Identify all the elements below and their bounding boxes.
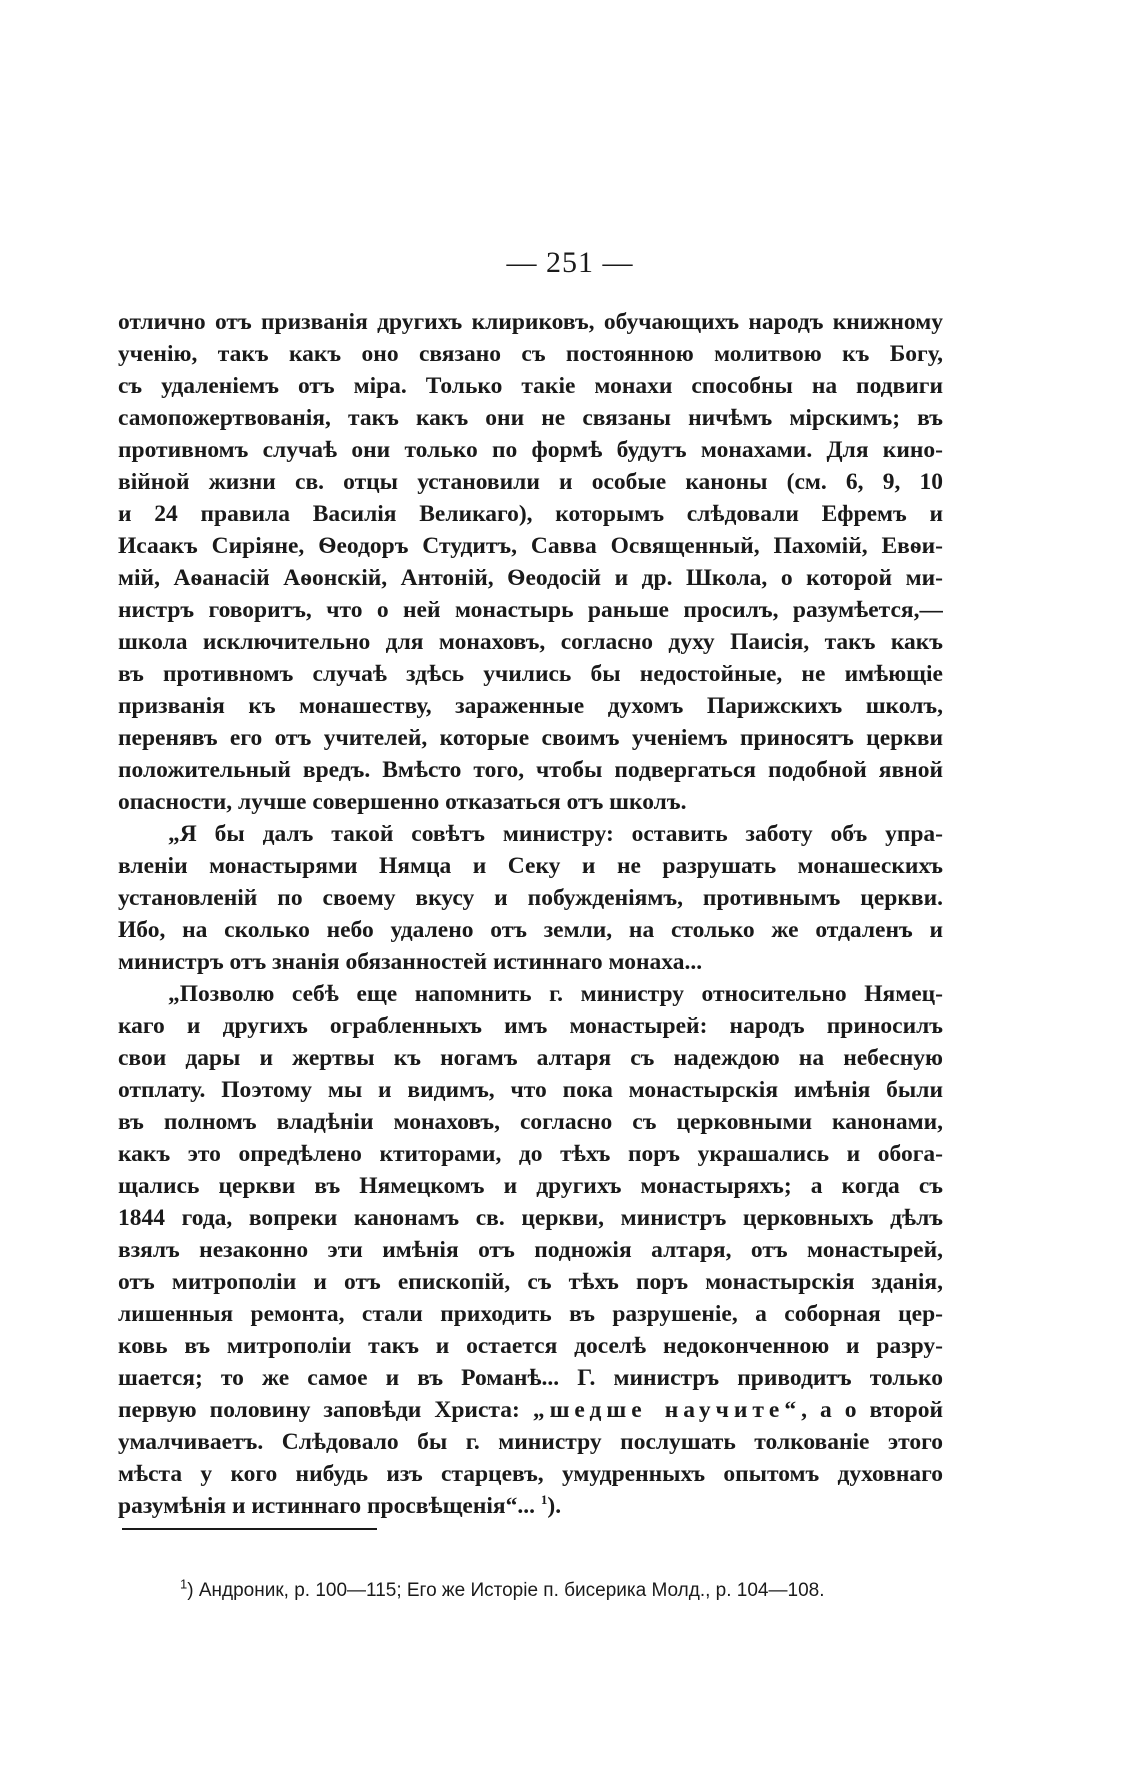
text-line: війной жизни св. отцы установили и особые каноны (см. 6, 9, 10 (118, 469, 943, 495)
footnote-close-paren: ) (187, 1580, 199, 1601)
page-number: — 251 — (506, 246, 634, 279)
text-line: съ удаленіемъ отъ міра. Только такіе монахи способны на подвиги (118, 373, 943, 399)
text-line: опасности, лучше совершенно отказаться отъ школъ. (118, 789, 687, 815)
text-fragment: разумѣнія и истиннаго просвѣщенія“... (118, 1493, 535, 1519)
text-line: мѣста у кого нибудь изъ старцевъ, умудренныхъ опытомъ духовнаго (118, 1461, 943, 1487)
text-line: нистръ говоритъ, что о ней монастырь раньше просилъ, разумѣется,— (118, 597, 943, 623)
text-line: ученію, такъ какъ оно связано съ постоянною молитвою къ Богу, (118, 341, 943, 367)
text-line: самопожертвованія, такъ какъ они не связаны ничѣмъ мірскимъ; въ (118, 405, 943, 431)
text-line: взялъ незаконно эти имѣнія отъ подножія алтаря, отъ монастырей, (118, 1237, 943, 1263)
text-line: отлично отъ призванія другихъ клириковъ, обучающихъ народъ книжному (118, 309, 943, 335)
footnote-divider (122, 1528, 377, 1530)
text-line: школа исключительно для монаховъ, согласно духу Паисія, такъ какъ (118, 629, 943, 655)
text-line: въ противномъ случаѣ здѣсь учились бы недостойные, не имѣющіе (118, 661, 943, 687)
body-text (118, 306, 943, 1522)
text-line: шается; то же самое и въ Романѣ... Г. министръ приводитъ только (118, 1365, 943, 1391)
text-line: каго и другихъ ограбленныхъ имъ монастырей: народъ приносилъ (118, 1013, 943, 1039)
text-line: свои дары и жертвы къ ногамъ алтаря съ надеждою на небесную (118, 1045, 943, 1071)
footnote (180, 1578, 960, 1604)
spaced-quote: „шедше научите“ (532, 1397, 802, 1423)
text-fragment: , а о второй (801, 1397, 943, 1423)
text-line: щались церкви въ Нямецкомъ и другихъ монастыряхъ; а когда съ (118, 1173, 943, 1199)
text-line: отплату. Поэтому мы и видимъ, что пока монастырскія имѣнія были (118, 1077, 943, 1103)
text-line: „Я бы далъ такой совѣтъ министру: оставить заботу объ упра- (168, 821, 943, 847)
text-fragment: ). (547, 1493, 562, 1519)
footnote-ref: 1 (540, 1492, 548, 1508)
text-line: призванія къ монашеству, зараженные духомъ Парижскихъ школъ, (118, 693, 943, 719)
text-line: мій, Аѳанасій Аѳонскій, Антоній, Ѳеодосій и др. Школа, о которой ми- (118, 565, 943, 591)
text-line: положительный вредъ. Вмѣсто того, чтобы подвергаться подобной явной (118, 757, 943, 783)
text-line: установленій по своему вкусу и побужденіямъ, противнымъ церкви. (118, 885, 943, 911)
text-line-final (118, 1490, 943, 1522)
text-line: 1844 года, вопреки канонамъ св. церкви, министръ церковныхъ дѣлъ (118, 1205, 943, 1231)
text-line-with-spaced-quote (118, 1394, 943, 1426)
text-line: и 24 правила Василія Великаго), которымъ слѣдовали Ефремъ и (118, 501, 943, 527)
text-line: отъ митрополіи и отъ епископій, съ тѣхъ поръ монастырскія зданія, (118, 1269, 943, 1295)
text-line: лишенныя ремонта, стали приходить въ разрушеніе, а соборная цер- (118, 1301, 943, 1327)
text-line: какъ это опредѣлено ктиторами, до тѣхъ поръ украшались и обога- (118, 1141, 943, 1167)
text-line: „Позволю себѣ еще напомнить г. министру относительно Нямец- (168, 981, 943, 1007)
text-line: министръ отъ знанія обязанностей истиннаго монаха... (118, 949, 703, 975)
text-fragment: первую половину заповѣди Христа: (118, 1397, 520, 1423)
footnote-text: Андроник, р. 100—115; Его же Исторіе п. бисерика Молд., р. 104—108. (198, 1580, 825, 1601)
text-line: противномъ случаѣ они только по формѣ будутъ монахами. Для кино- (118, 437, 943, 463)
text-line: ковь въ митрополіи такъ и остается доселѣ недоконченною и разру- (118, 1333, 943, 1359)
text-line: умалчиваетъ. Слѣдовало бы г. министру послушать толкованіе этого (118, 1429, 943, 1455)
text-line: Ибо, на сколько небо удалено отъ земли, на столько же отдаленъ и (118, 917, 943, 943)
text-line: перенявъ его отъ учителей, которые своимъ ученіемъ приносятъ церкви (118, 725, 943, 751)
footnote-marker: 1 (180, 1576, 188, 1592)
text-line: въ полномъ владѣніи монаховъ, согласно съ церковными канонами, (118, 1109, 943, 1135)
text-line: Исаакъ Сиріяне, Ѳеодоръ Студитъ, Савва Освященный, Пахомій, Евѳи- (118, 533, 943, 559)
text-line: вленіи монастырями Нямца и Секу и не разрушать монашескихъ (118, 853, 943, 879)
